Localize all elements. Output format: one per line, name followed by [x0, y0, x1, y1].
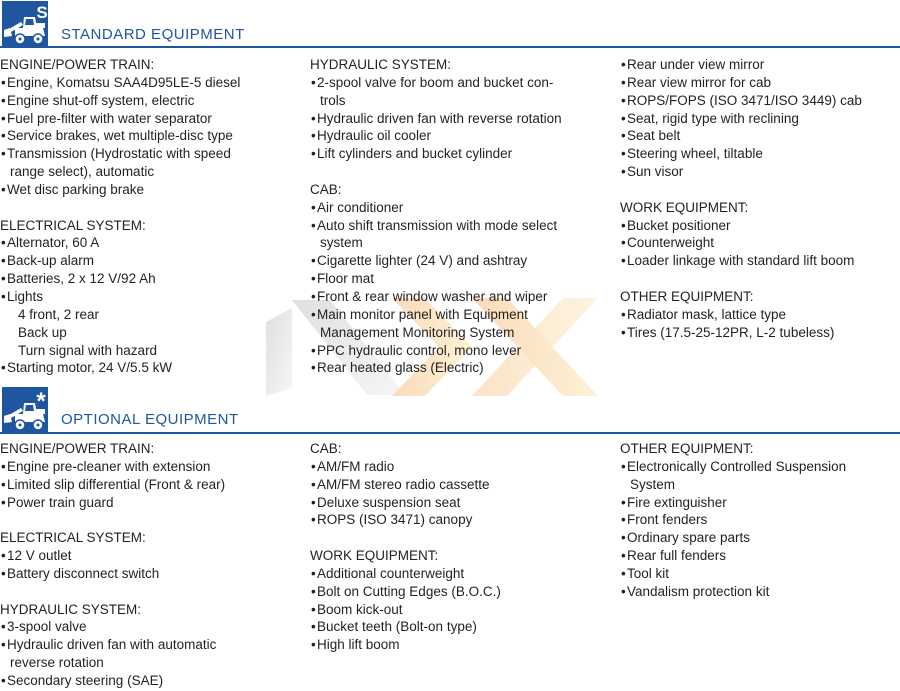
category-engine-power-train — [0, 56, 305, 199]
category-hydraulic-system — [0, 601, 305, 690]
equipment-item: • Counterweight — [620, 234, 898, 252]
optional-badge-asterisk: * — [36, 388, 46, 415]
standard-badge-letter: S — [36, 3, 48, 22]
equipment-item: • Hydraulic driven fan with automatic reverse rotation — [0, 636, 305, 672]
equipment-item: • Tires (17.5-25-12PR, L-2 tubeless) — [620, 324, 898, 342]
category-heading: HYDRAULIC SYSTEM: — [310, 57, 452, 72]
equipment-item: • Radiator mask, lattice type — [620, 306, 898, 324]
equipment-item: • 3-spool valve — [0, 618, 305, 636]
equipment-item: • Seat, rigid type with reclining — [620, 110, 898, 128]
equipment-item: • Starting motor, 24 V/5.5 kW — [0, 359, 305, 377]
wheel-loader-icon — [2, 387, 48, 432]
optional-column-1 — [0, 440, 305, 690]
equipment-item: • Rear view mirror for cab — [620, 74, 898, 92]
equipment-item: • Service brakes, wet multiple-disc type — [0, 127, 305, 145]
category-heading: ELECTRICAL SYSTEM: — [0, 217, 146, 233]
category-other-equipment — [620, 440, 898, 601]
category-electrical-system — [0, 217, 305, 378]
equipment-item: • Engine pre-cleaner with extension — [0, 458, 305, 476]
standard-column-1 — [0, 56, 305, 377]
equipment-item: • Batteries, 2 x 12 V/92 Ah — [0, 270, 305, 288]
category-cab — [310, 440, 615, 529]
equipment-item: • Power train guard — [0, 494, 305, 512]
section-title-optional: OPTIONAL EQUIPMENT — [61, 411, 239, 428]
equipment-item: • Fuel pre-filter with water separator — [0, 110, 305, 128]
equipment-item: • Steering wheel, tiltable — [620, 145, 898, 163]
equipment-item: • Front & rear window washer and wiper — [310, 288, 615, 306]
category-heading: ENGINE/POWER TRAIN: — [0, 57, 155, 72]
equipment-item: • Limited slip differential (Front & rear) — [0, 476, 305, 494]
equipment-item: • Vandalism protection kit — [620, 583, 898, 601]
category-heading: HYDRAULIC SYSTEM: — [0, 601, 142, 617]
equipment-item: • Engine shut-off system, electric — [0, 92, 305, 110]
equipment-item: • 12 V outlet — [0, 547, 305, 565]
equipment-item: • Engine, Komatsu SAA4D95LE-5 diesel — [0, 74, 305, 92]
equipment-item: • ROPS/FOPS (ISO 3471/ISO 3449) cab — [620, 92, 898, 110]
lights-detail-line: Turn signal with hazard — [18, 342, 158, 358]
equipment-item: • Hydraulic driven fan with reverse rotation — [310, 110, 615, 128]
category-heading: OTHER EQUIPMENT: — [620, 288, 754, 304]
equipment-item: • Tool kit — [620, 565, 898, 583]
equipment-item: • Secondary steering (SAE) — [0, 672, 305, 690]
category-heading: ELECTRICAL SYSTEM: — [0, 530, 146, 546]
lights-detail-line: Back up — [18, 324, 67, 340]
equipment-item: • AM/FM radio — [310, 458, 615, 476]
equipment-item: • PPC hydraulic control, mono lever — [310, 342, 615, 360]
equipment-item: • Fire extinguisher — [620, 494, 898, 512]
category-engine-power-train — [0, 440, 305, 511]
standard-column-2 — [310, 56, 615, 377]
equipment-item: • Auto shift transmission with mode select system — [310, 217, 615, 253]
equipment-item: • Wet disc parking brake — [0, 181, 305, 199]
category-heading: OTHER EQUIPMENT: — [620, 441, 754, 456]
category-work-equipment — [310, 547, 615, 654]
section-divider-standard — [0, 46, 900, 48]
equipment-item: • Air conditioner — [310, 199, 615, 217]
equipment-item: • Lights — [0, 288, 305, 306]
equipment-item: • Hydraulic oil cooler — [310, 127, 615, 145]
category-cab-continued — [620, 56, 898, 181]
equipment-item: • Seat belt — [620, 127, 898, 145]
equipment-item: • Deluxe suspension seat — [310, 494, 615, 512]
equipment-item: • Bolt on Cutting Edges (B.O.C.) — [310, 583, 615, 601]
equipment-item: • Transmission (Hydrostatic with speed range select), automatic — [0, 145, 305, 181]
equipment-item: • Rear heated glass (Electric) — [310, 359, 615, 377]
equipment-item: • Electronically Controlled Suspension System — [620, 458, 898, 494]
equipment-item: • High lift boom — [310, 636, 615, 654]
equipment-item: • Back-up alarm — [0, 252, 305, 270]
category-heading: WORK EQUIPMENT: — [620, 199, 749, 215]
equipment-item: • Floor mat — [310, 270, 615, 288]
equipment-item: • Battery disconnect switch — [0, 565, 305, 583]
optional-column-3 — [620, 440, 898, 601]
lights-detail-line: 4 front, 2 rear — [18, 306, 100, 322]
wheel-loader-icon — [2, 1, 48, 46]
equipment-item: • Main monitor panel with Equipment Management Monitoring System — [310, 306, 615, 342]
equipment-item: • Sun visor — [620, 163, 898, 181]
section-title-standard: STANDARD EQUIPMENT — [61, 26, 245, 43]
equipment-item: • Loader linkage with standard lift boom — [620, 252, 898, 270]
equipment-item: • Boom kick-out — [310, 601, 615, 619]
category-other-equipment — [620, 288, 898, 342]
equipment-item: • Rear full fenders — [620, 547, 898, 565]
category-heading: CAB: — [310, 441, 342, 456]
category-heading: ENGINE/POWER TRAIN: — [0, 441, 155, 456]
optional-column-2 — [310, 440, 615, 654]
equipment-item: • Bucket positioner — [620, 217, 898, 235]
equipment-item: • Alternator, 60 A — [0, 234, 305, 252]
category-hydraulic-system — [310, 56, 615, 163]
equipment-item: • Ordinary spare parts — [620, 529, 898, 547]
equipment-item: • Additional counterweight — [310, 565, 615, 583]
equipment-item: • AM/FM stereo radio cassette — [310, 476, 615, 494]
section-divider-optional — [0, 432, 900, 434]
category-cab — [310, 181, 615, 377]
category-heading: WORK EQUIPMENT: — [310, 548, 439, 564]
equipment-item: • Bucket teeth (Bolt-on type) — [310, 618, 615, 636]
category-electrical-system — [0, 529, 305, 583]
equipment-item: • Lift cylinders and bucket cylinder — [310, 145, 615, 163]
equipment-item: • Rear under view mirror — [620, 56, 898, 74]
category-heading: CAB: — [310, 181, 342, 197]
category-work-equipment — [620, 199, 898, 270]
equipment-item: • 2-spool valve for boom and bucket con- trols — [310, 74, 615, 110]
standard-column-3 — [620, 56, 898, 342]
equipment-item: • Cigarette lighter (24 V) and ashtray — [310, 252, 615, 270]
equipment-item: • Front fenders — [620, 511, 898, 529]
equipment-item: • ROPS (ISO 3471) canopy — [310, 511, 615, 529]
